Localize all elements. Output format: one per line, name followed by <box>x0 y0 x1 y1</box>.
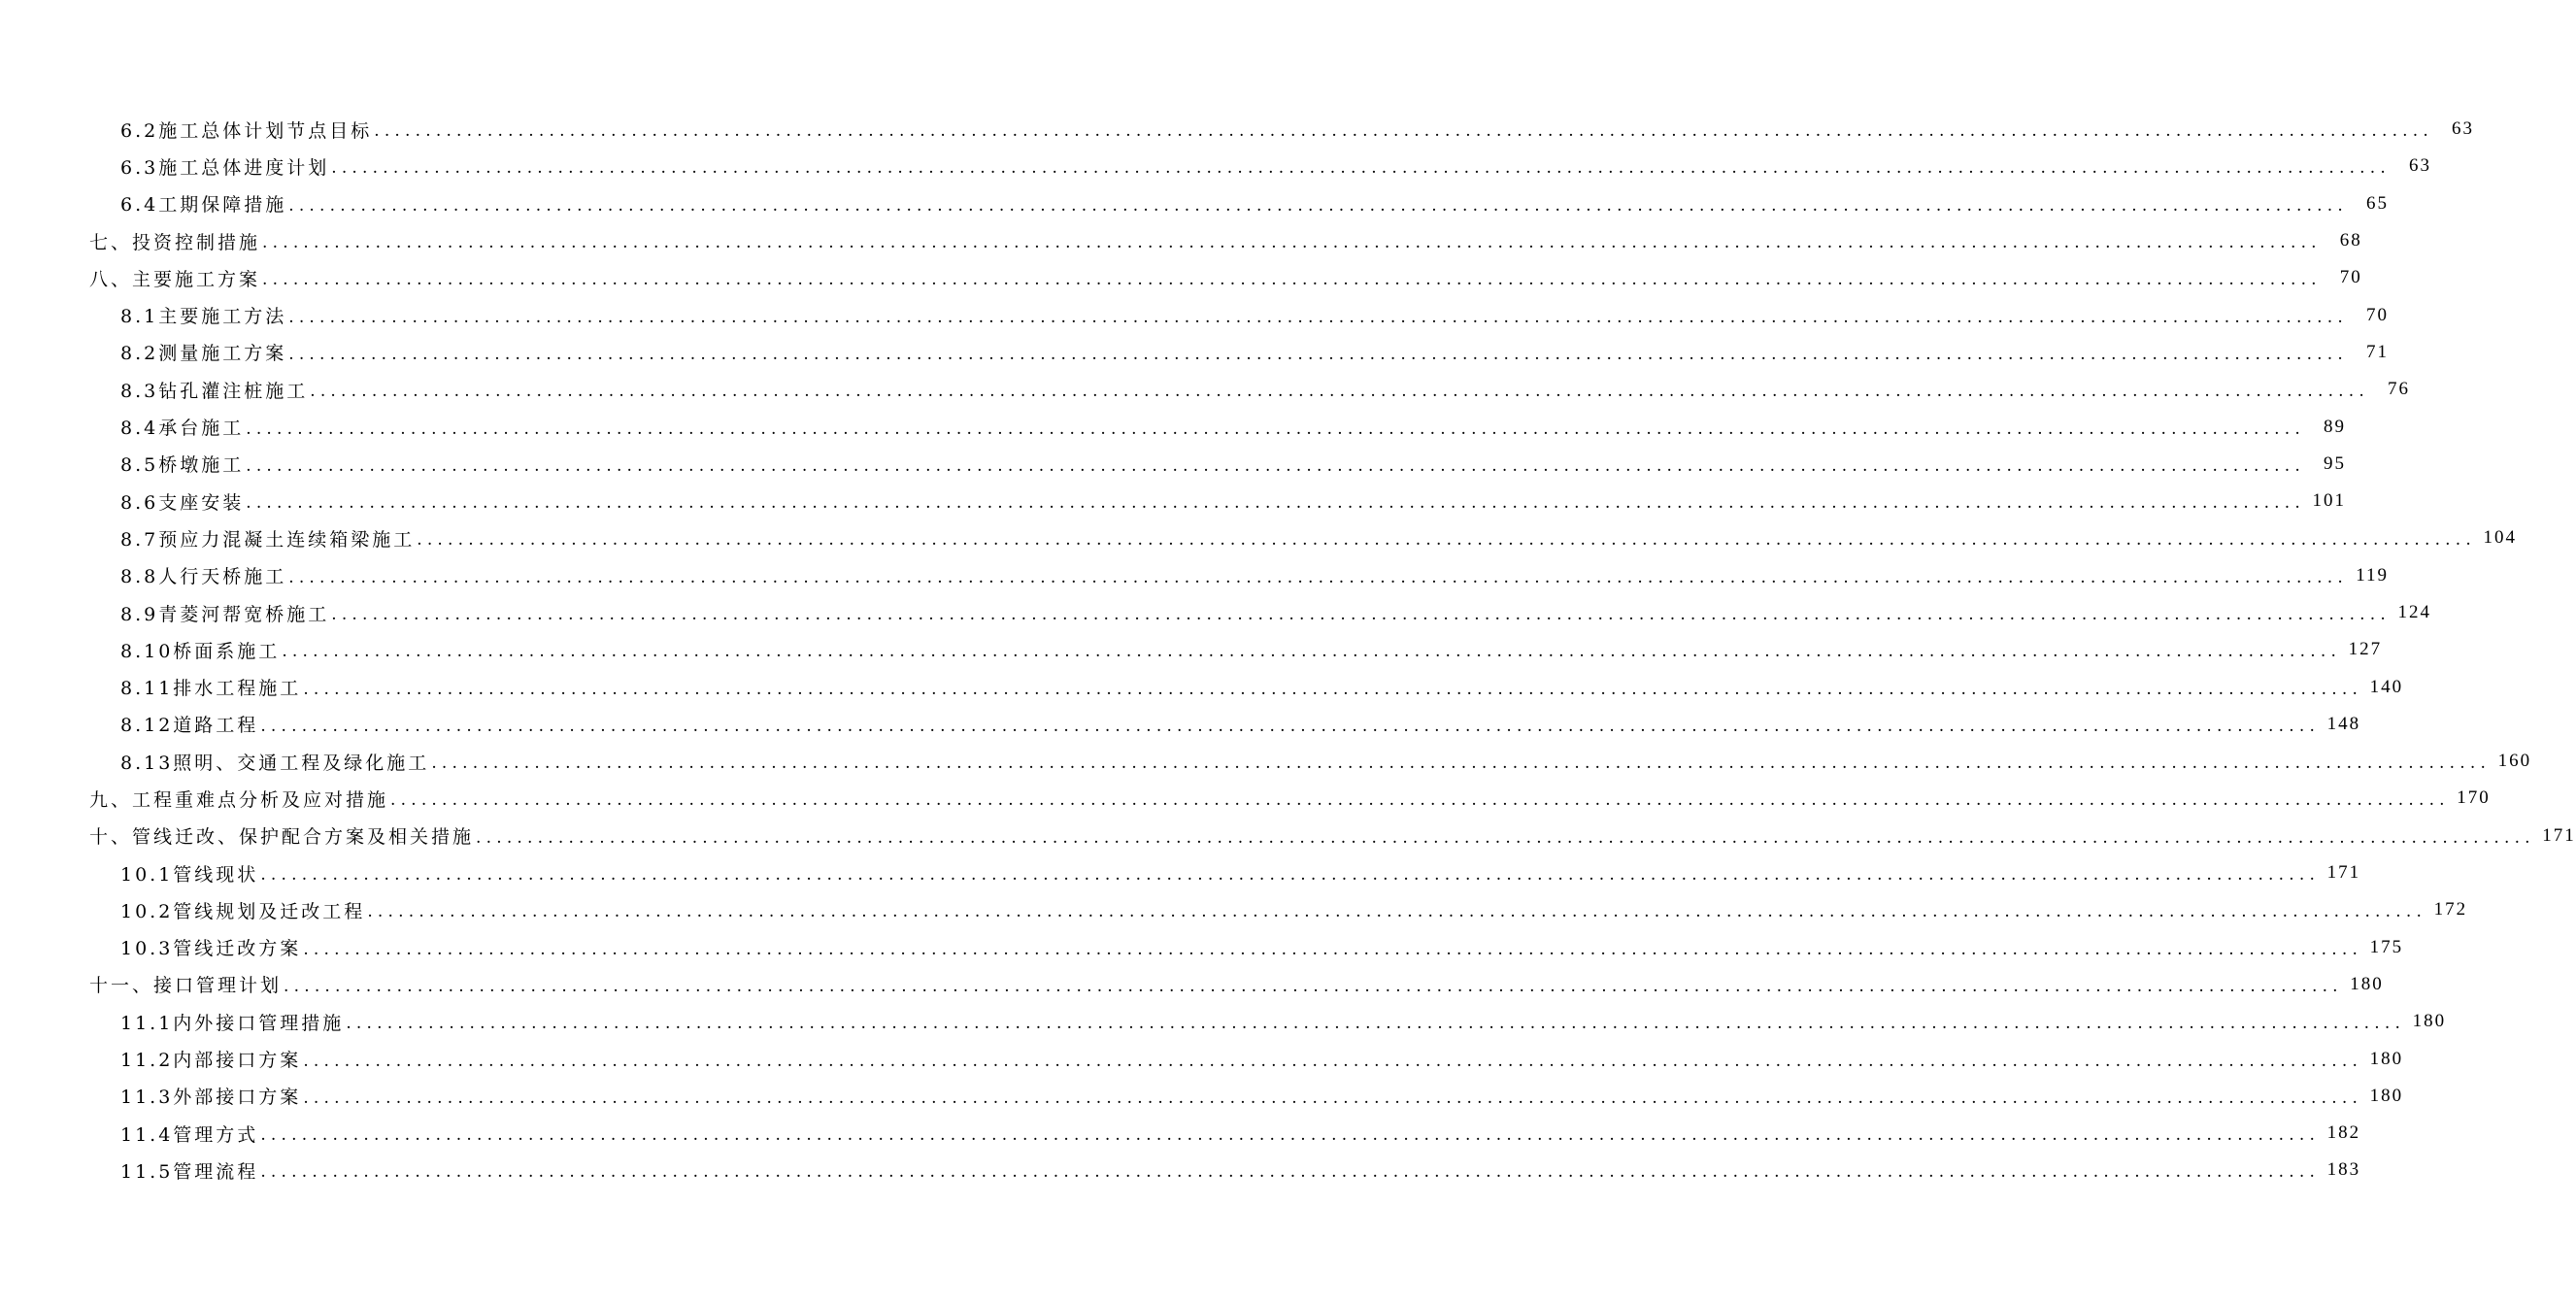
toc-entry-page-number: 119 <box>2356 564 2389 586</box>
toc-entry-page-number: 101 <box>2312 490 2346 512</box>
toc-entry[interactable] <box>0 706 2361 743</box>
toc-entry[interactable] <box>0 148 2431 184</box>
toc-entry-title: 九、工程重难点分析及应对措施 <box>89 788 389 811</box>
toc-entry-page-number: 76 <box>2387 379 2410 400</box>
toc-entry[interactable] <box>0 929 2404 966</box>
toc-entry-page-number: 89 <box>2323 416 2346 437</box>
toc-entry-title: 10.1管线现状 <box>120 863 259 886</box>
toc-dot-leader: ........................................................................................................................................................................................................ <box>331 605 2391 624</box>
toc-entry-page-number: 63 <box>2408 155 2431 177</box>
toc-entry-page-number: 71 <box>2365 341 2389 362</box>
toc-entry-page-number: 182 <box>2326 1122 2361 1144</box>
toc-entry-page-number: 68 <box>2339 230 2362 251</box>
toc-entry[interactable] <box>0 259 2362 296</box>
toc-entry-title: 11.2内部接口方案 <box>120 1050 302 1072</box>
toc-entry-title: 11.5管理流程 <box>120 1160 259 1183</box>
toc-dot-leader: ........................................................................................................................................................................................................ <box>374 121 2433 142</box>
toc-entry-title: 十、管线迁改、保护配合方案及相关措施 <box>89 826 475 849</box>
toc-entry[interactable] <box>0 1078 2404 1115</box>
toc-entry-page-number: 95 <box>2323 452 2346 474</box>
toc-entry-title: 8.10桥面系施工 <box>120 640 281 662</box>
toc-entry[interactable] <box>0 743 2532 780</box>
toc-entry-page-number: 65 <box>2365 192 2389 214</box>
toc-entry[interactable] <box>0 966 2384 1003</box>
toc-entry[interactable] <box>0 818 2576 854</box>
toc-entry-title: 8.2测量施工方案 <box>120 343 287 365</box>
toc-entry-title: 6.3施工总体进度计划 <box>120 156 330 179</box>
toc-entry-title: 8.6支座安装 <box>120 491 245 514</box>
toc-dot-leader: ........................................................................................................................................................................................................ <box>331 158 2391 179</box>
toc-dot-leader: ........................................................................................................................................................................................................ <box>262 270 2322 290</box>
toc-entry[interactable] <box>0 668 2404 705</box>
toc-entry-title: 6.2施工总体计划节点目标 <box>120 119 373 142</box>
toc-entry-page-number: 175 <box>2369 936 2404 957</box>
toc-entry-title: 8.12道路工程 <box>120 715 259 737</box>
toc-entry[interactable] <box>0 631 2383 668</box>
toc-entry-title: 10.3管线迁改方案 <box>120 938 302 960</box>
toc-entry[interactable] <box>0 334 2389 371</box>
toc-entry[interactable] <box>0 1040 2404 1077</box>
toc-entry-title: 8.8人行天桥施工 <box>120 566 287 588</box>
toc-dot-leader: ........................................................................................................................................................................................................ <box>262 233 2322 253</box>
toc-dot-leader: ........................................................................................................................................................................................................ <box>282 642 2342 662</box>
toc-entry[interactable] <box>0 483 2346 519</box>
table-of-contents <box>0 111 2576 1189</box>
toc-entry[interactable] <box>0 1115 2361 1152</box>
toc-dot-leader: ........................................................................................................................................................................................................ <box>284 976 2343 996</box>
toc-entry[interactable] <box>0 557 2389 594</box>
toc-entry-page-number: 127 <box>2348 639 2383 660</box>
toc-entry-page-number: 180 <box>2369 1085 2404 1106</box>
toc-entry[interactable] <box>0 371 2410 408</box>
toc-dot-leader: ........................................................................................................................................................................................................ <box>303 1051 2363 1071</box>
toc-entry-page-number: 171 <box>2542 824 2576 846</box>
toc-entry-title: 七、投资控制措施 <box>89 231 261 253</box>
toc-dot-leader: ........................................................................................................................................................................................................ <box>288 195 2348 216</box>
toc-dot-leader: ........................................................................................................................................................................................................ <box>303 939 2363 959</box>
toc-entry-title: 八、主要施工方案 <box>89 268 261 290</box>
toc-dot-leader: ........................................................................................................................................................................................................ <box>417 530 2476 551</box>
toc-dot-leader: ........................................................................................................................................................................................................ <box>246 418 2305 439</box>
toc-dot-leader: ........................................................................................................................................................................................................ <box>260 1125 2321 1146</box>
toc-entry-page-number: 172 <box>2433 899 2468 920</box>
toc-entry-title: 6.4工期保障措施 <box>120 194 287 217</box>
toc-entry[interactable] <box>0 780 2491 817</box>
toc-dot-leader: ........................................................................................................................................................................................................ <box>390 790 2450 811</box>
toc-dot-leader: ........................................................................................................................................................................................................ <box>288 344 2348 364</box>
toc-entry-page-number: 160 <box>2497 751 2532 772</box>
toc-dot-leader: ........................................................................................................................................................................................................ <box>476 827 2535 848</box>
toc-entry-page-number: 171 <box>2326 862 2361 884</box>
toc-entry[interactable] <box>0 854 2361 891</box>
toc-dot-leader: ........................................................................................................................................................................................................ <box>310 382 2369 402</box>
toc-entry[interactable] <box>0 446 2346 483</box>
toc-dot-leader: ........................................................................................................................................................................................................ <box>303 679 2363 699</box>
toc-entry[interactable] <box>0 222 2362 259</box>
toc-entry[interactable] <box>0 891 2468 928</box>
toc-dot-leader: ........................................................................................................................................................................................................ <box>260 1162 2321 1183</box>
toc-entry-title: 8.13照明、交通工程及绿化施工 <box>120 752 430 774</box>
toc-entry-title: 十一、接口管理计划 <box>89 975 283 997</box>
toc-entry-page-number: 180 <box>2350 973 2384 994</box>
toc-entry-title: 11.3外部接口方案 <box>120 1087 302 1109</box>
toc-entry-page-number: 63 <box>2451 118 2474 140</box>
toc-dot-leader: ........................................................................................................................................................................................................ <box>367 902 2427 922</box>
toc-dot-leader: ........................................................................................................................................................................................................ <box>288 307 2348 327</box>
toc-entry-title: 10.2管线规划及迁改工程 <box>120 900 366 922</box>
toc-entry-page-number: 148 <box>2326 713 2361 734</box>
toc-entry-title: 11.1内外接口管理措施 <box>120 1012 345 1034</box>
toc-entry-page-number: 183 <box>2326 1159 2361 1181</box>
toc-entry-title: 11.4管理方式 <box>120 1123 259 1146</box>
toc-entry-page-number: 70 <box>2339 267 2362 288</box>
toc-entry[interactable] <box>0 111 2474 148</box>
toc-entry[interactable] <box>0 519 2517 556</box>
toc-entry-title: 8.7预应力混凝土连续箱梁施工 <box>120 528 416 551</box>
toc-entry-page-number: 140 <box>2369 676 2404 697</box>
toc-entry-title: 8.4承台施工 <box>120 418 245 440</box>
toc-dot-leader: ........................................................................................................................................................................................................ <box>260 716 2321 736</box>
toc-entry-page-number: 170 <box>2457 787 2491 809</box>
toc-dot-leader: ........................................................................................................................................................................................................ <box>303 1088 2363 1108</box>
toc-entry-page-number: 104 <box>2483 527 2517 549</box>
toc-dot-leader: ........................................................................................................................................................................................................ <box>288 567 2348 587</box>
toc-dot-leader: ........................................................................................................................................................................................................ <box>431 753 2492 774</box>
toc-entry-page-number: 180 <box>2369 1048 2404 1069</box>
toc-dot-leader: ........................................................................................................................................................................................................ <box>260 865 2321 886</box>
toc-entry-title: 8.1主要施工方法 <box>120 306 287 328</box>
toc-entry-page-number: 124 <box>2397 602 2431 622</box>
toc-entry-title: 8.3钻孔灌注桩施工 <box>120 380 309 402</box>
toc-entry-title: 8.11排水工程施工 <box>120 678 302 700</box>
toc-entry-title: 8.5桥墩施工 <box>120 454 245 477</box>
toc-dot-leader: ........................................................................................................................................................................................................ <box>246 493 2305 514</box>
toc-entry-page-number: 180 <box>2412 1011 2447 1032</box>
toc-dot-leader: ........................................................................................................................................................................................................ <box>246 455 2305 476</box>
toc-entry[interactable] <box>0 185 2389 222</box>
toc-dot-leader: ........................................................................................................................................................................................................ <box>346 1014 2406 1034</box>
toc-entry[interactable] <box>0 1003 2447 1040</box>
toc-entry[interactable] <box>0 594 2431 631</box>
toc-entry[interactable] <box>0 408 2346 445</box>
toc-entry[interactable] <box>0 1152 2361 1188</box>
toc-entry-title: 8.9青菱河帮宽桥施工 <box>120 603 330 625</box>
toc-entry[interactable] <box>0 296 2389 333</box>
toc-entry-page-number: 70 <box>2365 304 2389 325</box>
